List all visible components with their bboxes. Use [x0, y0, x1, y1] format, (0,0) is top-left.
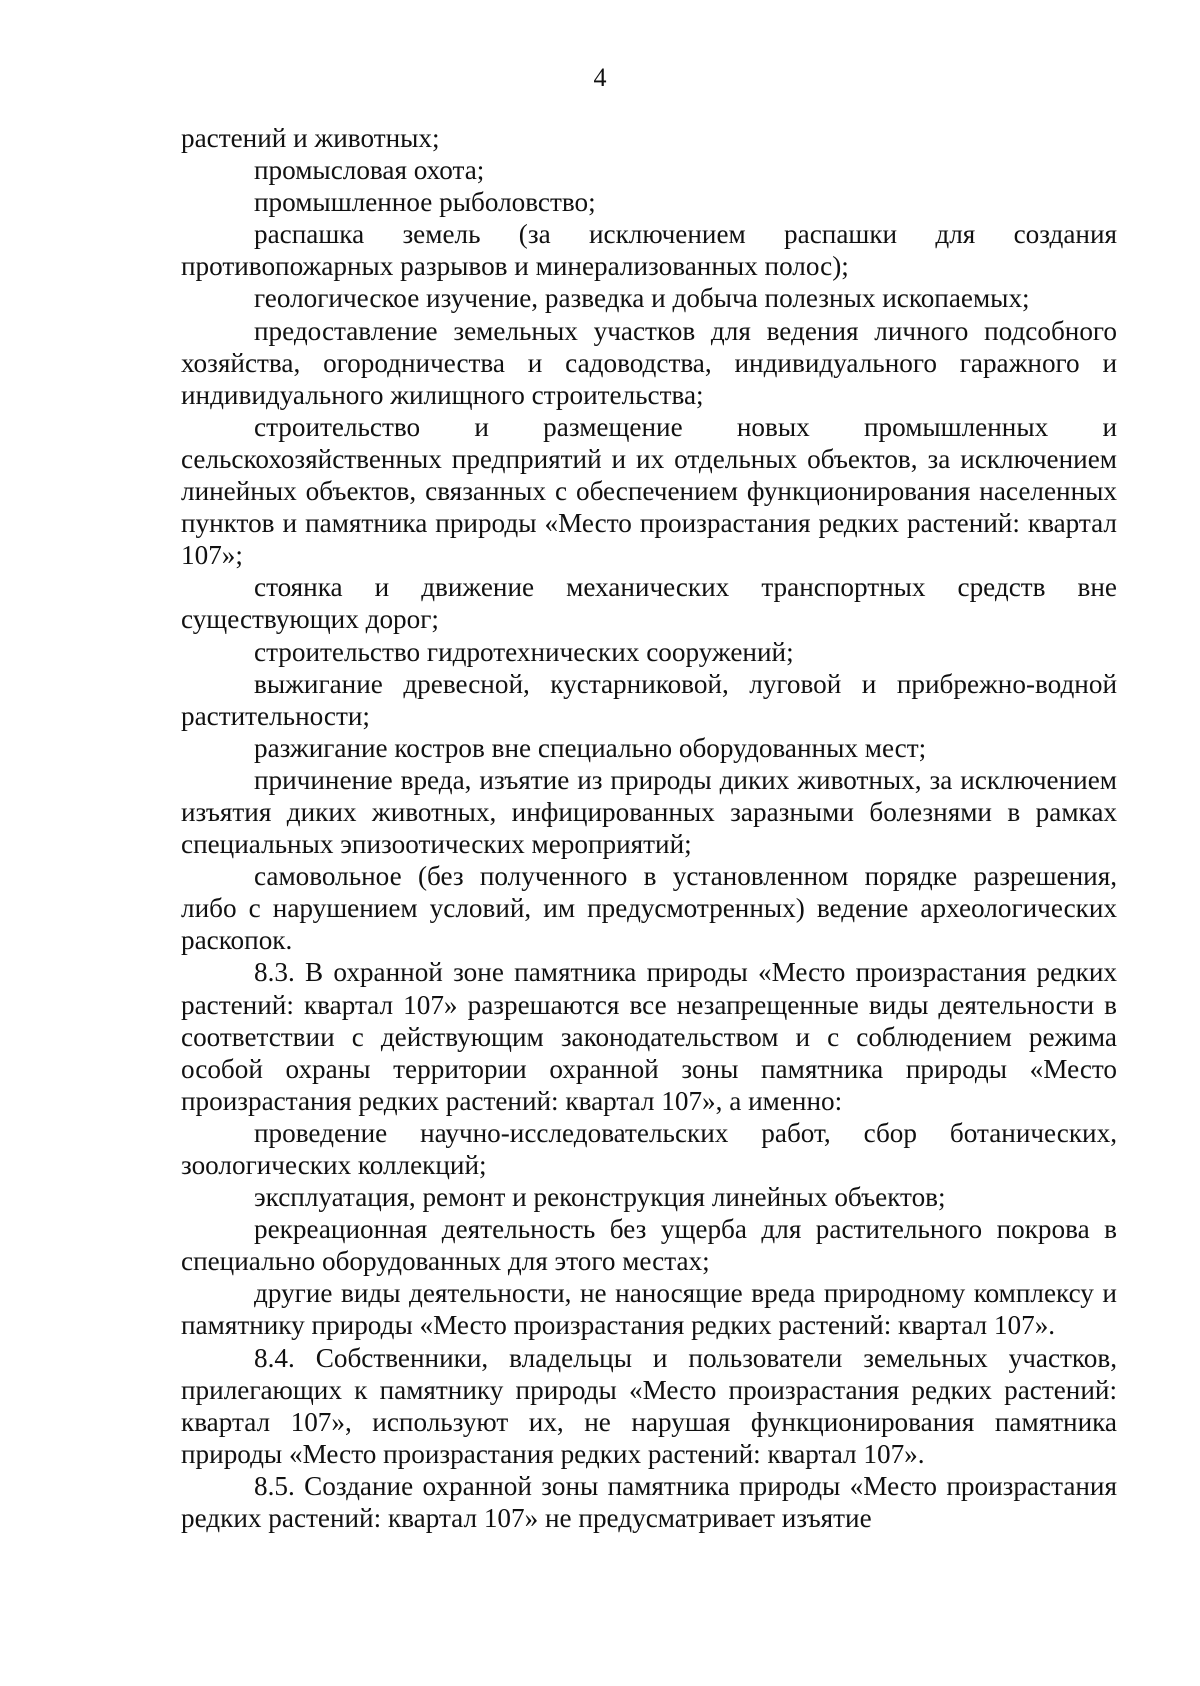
section-8-4-paragraph: 8.4. Собственники, владельцы и пользователи земельных участков, прилегающих к памятнику природы «Место произрастания редких растений: квартал 107», используют их, не нарушая функционирования памятника природы «Место произрастания редких растений: квартал 107».	[181, 1342, 1117, 1469]
paragraph: распашка земель (за исключением распашки для создания противопожарных разрывов и минерализованных полос);	[181, 219, 1117, 282]
section-8-3-paragraph: 8.3. В охранной зоне памятника природы «Место произрастания редких растений: квартал 107» разрешаются все незапрещенные виды деятельности в соответствии с действующим законодательством и с соблюдением режима особой охраны территории охранной зоны памятника природы «Место произрастания редких растений: квартал 107», а именно:	[181, 957, 1117, 1116]
paragraph: эксплуатация, ремонт и реконструкция линейных объектов;	[254, 1182, 946, 1213]
paragraph: строительство гидротехнических сооружений;	[254, 636, 794, 667]
paragraph: строительство и размещение новых промышленных и сельскохозяйственных предприятий и их отдельных объектов, за исключением линейных объектов, связанных с обеспечением функционирования населенных пунктов и памятника природы «Место произрастания редких растений: квартал 107»;	[181, 411, 1117, 571]
paragraph: растений и животных;	[181, 123, 440, 153]
paragraph: самовольное (без полученного в установленном порядке разрешения, либо с нарушением условий, им предусмотренных) ведение археологических раскопок.	[181, 861, 1117, 956]
paragraph: промышленное рыболовство;	[254, 187, 596, 218]
paragraph: разжигание костров вне специально оборудованных мест;	[254, 732, 927, 763]
paragraph: промысловая охота;	[254, 155, 485, 186]
paragraph: геологическое изучение, разведка и добыча полезных ископаемых;	[254, 283, 1030, 314]
paragraph: выжигание древесной, кустарниковой, луговой и прибрежно-водной растительности;	[181, 668, 1117, 731]
paragraph: причинение вреда, изъятие из природы диких животных, за исключением изъятия диких животных, инфицированных заразными болезнями в рамках специальных эпизоотических мероприятий;	[181, 764, 1117, 860]
paragraph: проведение научно-исследовательских работ, сбор ботанических, зоологических коллекций;	[181, 1117, 1117, 1180]
paragraph: предоставление земельных участков для ведения личного подсобного хозяйства, огородничества и садоводства, индивидуального гаражного и индивидуального жилищного строительства;	[181, 315, 1117, 410]
paragraph: другие виды деятельности, не наносящие вреда природному комплексу и памятнику природы «Место произрастания редких растений: квартал 107».	[181, 1278, 1117, 1341]
page-number: 4	[593, 63, 607, 92]
paragraph: рекреационная деятельность без ущерба для растительного покрова в специально оборудованных для этого местах;	[181, 1214, 1117, 1277]
paragraph: стоянка и движение механических транспортных средств вне существующих дорог;	[181, 572, 1117, 635]
section-8-5-paragraph: 8.5. Создание охранной зоны памятника природы «Место произрастания редких растений: квартал 107» не предусматривает изъятие	[181, 1470, 1117, 1534]
document-body	[181, 122, 1117, 1534]
